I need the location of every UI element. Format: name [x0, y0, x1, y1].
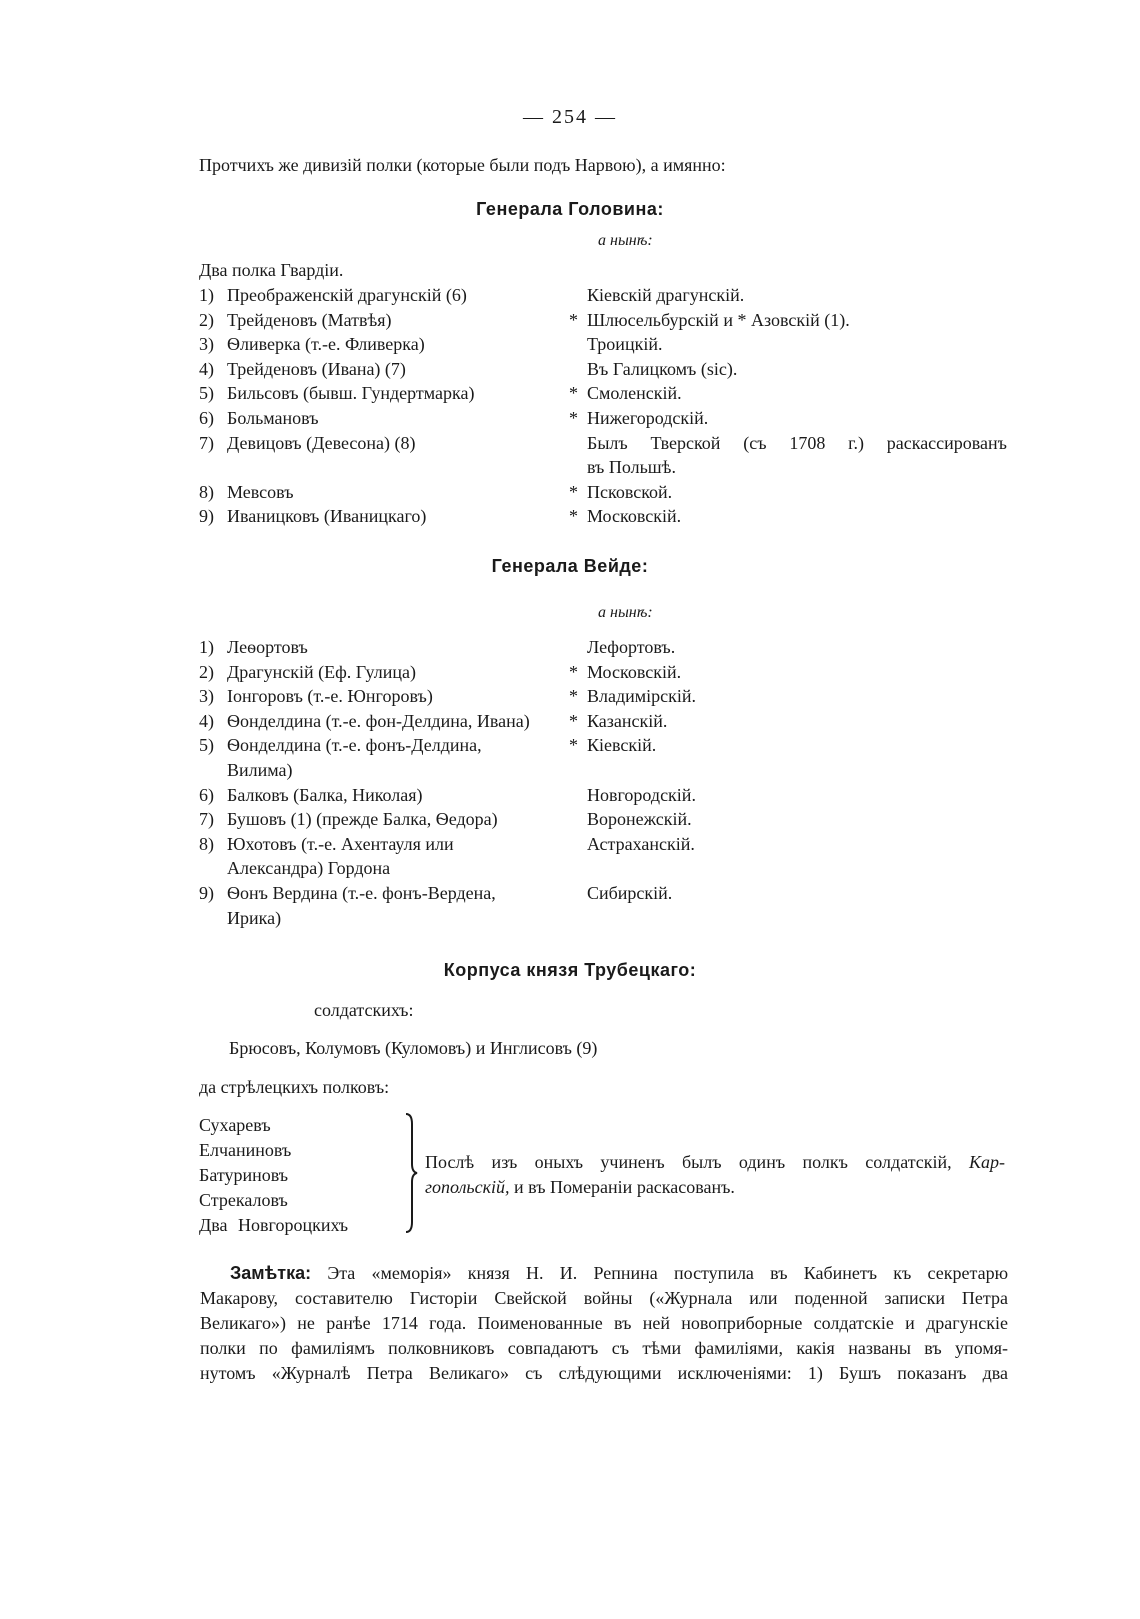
regiment-name: Иваницковъ (Иваницкаго) — [227, 506, 427, 527]
regiment-number: 7) — [199, 432, 214, 453]
regiment-number: 9) — [199, 506, 214, 527]
star-marker: * — [569, 506, 578, 527]
regiment-number: 1) — [199, 285, 214, 305]
regiment-current-name: Московскій. — [587, 661, 682, 682]
regiment-name: Драгунскій (Еф. Гулица) — [227, 661, 416, 682]
section-heading-trubetskoy: Корпуса князя Трубецкаго: — [443, 960, 697, 980]
regiment-current-name: Сибирскій. — [587, 883, 673, 903]
regiment-number: 5) — [199, 735, 214, 756]
regiment-name: Бушовъ (1) (прежде Балка, Ѳедора) — [227, 809, 498, 830]
star-marker: * — [569, 710, 578, 731]
regiment-current-name: Нижегородскій. — [587, 408, 709, 428]
regiment-name: Девицовъ (Девесона) (8) — [227, 432, 416, 453]
regiment-current-name: Шлюсельбурскій и * Азовскій (1). — [587, 309, 850, 330]
brace-note-line-1 — [425, 1150, 1005, 1174]
regiment-number: 2) — [199, 309, 214, 330]
regiment-old-name — [199, 733, 482, 757]
star-marker: * — [569, 481, 578, 502]
regiment-old-name — [199, 480, 294, 504]
regiment-old-name — [199, 881, 496, 905]
regiment-current-name-cont: въ Польшѣ. — [587, 457, 676, 478]
regiment-name: Бильсовъ (бывш. Гундертмарка) — [227, 383, 475, 404]
note-label: Замѣтка: — [230, 1263, 312, 1283]
regiment-old-name — [199, 332, 425, 356]
guard-line: Два полка Гвардіи. — [199, 260, 344, 280]
section-heading-veide: Генерала Вейде: — [491, 556, 649, 576]
note-line: нутомъ «Журналѣ Петра Великаго» съ слѣдующими исключеніями: 1) Бушъ показанъ два — [200, 1363, 1008, 1383]
streltsy-item: Сухаревъ — [199, 1115, 271, 1135]
regiment-number: 3) — [199, 686, 214, 707]
regiment-number: 4) — [199, 358, 214, 379]
regiment-number: 9) — [199, 883, 214, 903]
soldiers-label: солдатскихъ: — [314, 1000, 414, 1020]
star-marker: * — [569, 309, 578, 330]
regiment-number: 4) — [199, 710, 214, 731]
regiment-name: Больмановъ — [227, 408, 319, 428]
regiment-name: Трейденовъ (Ивана) (7) — [227, 358, 406, 379]
regiment-number: 2) — [199, 661, 214, 682]
regiment-current-name: Былъ Тверской (съ 1708 г.) раскассированъ — [587, 432, 1007, 453]
regiment-old-name — [199, 504, 426, 528]
regiment-current-name: Троицкій. — [587, 334, 663, 355]
now-label-veide: а нынѣ: — [598, 604, 653, 621]
regiment-name-cont: Александра) Гордона — [227, 858, 391, 879]
note-text: Эта «меморія» князя Н. И. Репнина поступила въ Кабинетъ къ секретарю — [327, 1263, 1009, 1283]
regiment-old-name — [199, 308, 392, 332]
intro-line: Протчихъ же дивизій полки (которые были подъ Нарвою), а имянно: — [199, 155, 726, 175]
regiment-current-name: Смоленскій. — [587, 383, 682, 404]
regiment-current-name: Владимірскій. — [587, 686, 697, 707]
streltsy-item: Два Новгороцкихъ — [199, 1215, 349, 1235]
regiment-number: 5) — [199, 383, 214, 404]
regiment-old-name — [199, 357, 406, 381]
regiment-current-name: Кіевскій драгунскій. — [587, 285, 745, 305]
regiment-name: Леѳортовъ — [227, 637, 308, 657]
regiment-old-name — [199, 807, 498, 831]
page-number: — 254 — — [523, 106, 617, 128]
section-heading-golovin: Генерала Головина: — [476, 199, 664, 219]
regiment-name-cont: Ирика) — [227, 907, 282, 928]
streltsy-label: да стрѣлецкихъ полковъ: — [199, 1077, 390, 1097]
regiment-name: Мевсовъ — [227, 481, 294, 502]
streltsy-item: Елчаниновъ — [199, 1140, 292, 1160]
regiment-current-name: Въ Галицкомъ (sic). — [587, 358, 738, 379]
note-line: Великаго») не ранѣе 1714 года. Поименованные въ ней новоприборные солдатскіе и драгунскіе — [200, 1313, 1008, 1333]
regiment-number: 1) — [199, 637, 214, 657]
regiment-old-name — [199, 832, 454, 856]
regiment-number: 8) — [199, 481, 214, 502]
star-marker: * — [569, 383, 578, 404]
regiment-old-name — [199, 381, 474, 405]
star-marker: * — [569, 408, 578, 428]
star-marker: * — [569, 735, 578, 756]
brace-note-line-2 — [425, 1175, 735, 1199]
regiment-number: 3) — [199, 334, 214, 355]
regiment-old-name — [199, 406, 319, 430]
regiment-name: Ѳливерка (т.-е. Фливерка) — [227, 334, 425, 355]
regiment-name: Іонгоровъ (т.-е. Юнгоровъ) — [227, 686, 433, 707]
now-label-golovin: а нынѣ: — [598, 232, 653, 249]
regiment-name: Юхотовъ (т.-е. Ахентауля или — [227, 833, 454, 854]
streltsy-item: Стрекаловъ — [199, 1190, 288, 1210]
regiment-current-name: Казанскій. — [587, 710, 668, 731]
note-paragraph — [200, 1261, 1008, 1386]
regiment-number: 8) — [199, 833, 214, 854]
note-line: Макарову, составителю Гисторіи Свейской войны («Журнала или поденной записки Петра — [200, 1288, 1008, 1308]
star-marker: * — [569, 661, 578, 682]
regiment-number: 6) — [199, 784, 214, 805]
regiment-name: Ѳонделдина (т.-е. фон-Делдина, Ивана) — [227, 710, 530, 731]
regiment-current-name: Лефортовъ. — [587, 637, 676, 657]
regiment-current-name: Псковской. — [587, 481, 673, 502]
soldiers-line: Брюсовъ, Колумовъ (Куломовъ) и Инглисовъ (9) — [229, 1038, 598, 1058]
regiment-name: Трейденовъ (Матвѣя) — [227, 309, 392, 330]
regiment-old-name — [199, 783, 423, 807]
star-marker: * — [569, 686, 578, 707]
regiment-name: Преображенскій драгунскій (6) — [227, 285, 467, 305]
brace-note-text: Послѣ изъ оныхъ учиненъ былъ одинъ полкъ солдатскій, — [425, 1152, 970, 1172]
regiment-current-name: Московскій. — [587, 506, 682, 527]
regiment-number: 6) — [199, 408, 214, 428]
note-line — [200, 1261, 1008, 1286]
regiment-current-name: Астраханскій. — [587, 833, 695, 854]
regiment-old-name — [199, 709, 530, 733]
note-line: полки по фамиліямъ полковниковъ совпадаютъ съ тѣми фамиліями, какія названы въ упомя- — [200, 1338, 1008, 1358]
regiment-current-name: Воронежскій. — [587, 809, 692, 830]
brace-note-italic: Кар- — [969, 1152, 1005, 1172]
regiment-current-name: Кіевскій. — [587, 735, 657, 756]
regiment-old-name — [199, 283, 467, 307]
regiment-name: Ѳонъ Вердина (т.-е. фонъ-Вердена, — [227, 883, 496, 903]
regiment-old-name — [199, 684, 433, 708]
regiment-name-cont: Вилима) — [227, 760, 293, 780]
regiment-old-name — [199, 635, 308, 659]
regiment-name: Ѳонделдина (т.-е. фонъ-Делдина, — [227, 735, 482, 756]
curly-brace — [404, 1112, 418, 1234]
regiment-old-name — [199, 660, 416, 684]
regiment-name: Балковъ (Балка, Николая) — [227, 784, 423, 805]
brace-note-text: и въ Помераніи раскасованъ. — [509, 1177, 735, 1197]
regiment-number: 7) — [199, 809, 214, 830]
regiment-old-name — [199, 431, 416, 455]
regiment-current-name: Новгородскій. — [587, 784, 696, 805]
streltsy-item: Батуриновъ — [199, 1165, 289, 1185]
brace-note-italic: гопольскій, — [425, 1177, 510, 1197]
